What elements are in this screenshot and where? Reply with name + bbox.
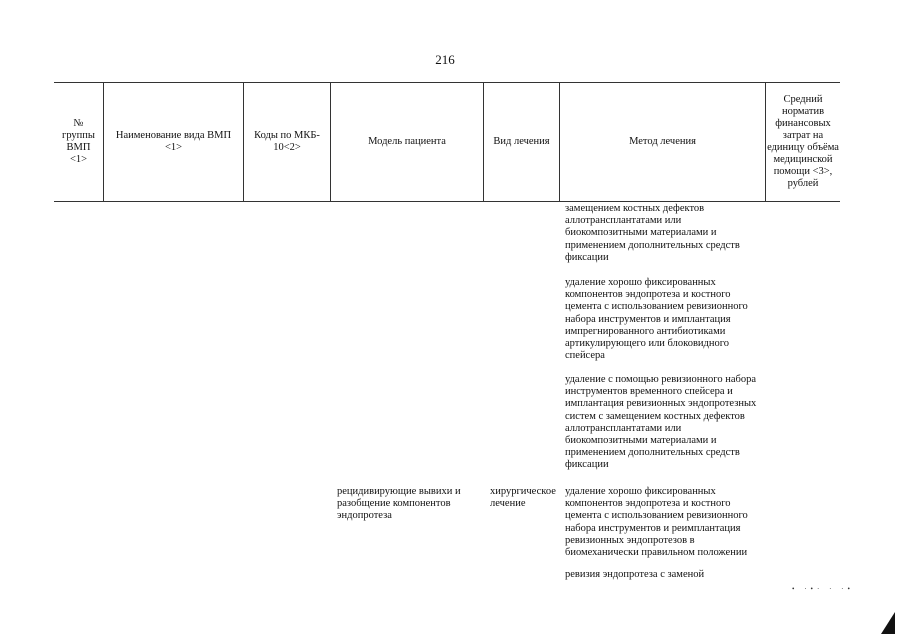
method-paragraph: удаление с помощью ревизионного набора инструментов временного спейсера и имплантация ревизионных эндопротезных систем с замещением костных дефектов аллотрансплантатами или биокомпозитными материалами и применением дополнительных средств фиксации xyxy=(565,374,757,471)
header-vmp-name: Наименование вида ВМП <1> xyxy=(115,130,232,153)
scan-marks: • ·•· · ·• xyxy=(792,585,854,593)
header-group-number: № группы ВМП <1> xyxy=(62,118,95,165)
treatment-type-text: хирургическое лечение xyxy=(490,486,556,510)
method-paragraph: удаление хорошо фиксированных компонентов эндопротеза и костного цемента с использованием ревизионного набора инструментов и реимплантация ревизионных эндопротезов в биомеханически правильном положении xyxy=(565,486,748,559)
header-treatment-type: Вид лечения xyxy=(493,136,550,147)
method-paragraph: удаление хорошо фиксированных компонентов эндопротеза и костного цемента с использованием ревизионного набора инструментов и имплантация импрегнированного антибиотиками артикулирующего или блоковидного спейсера xyxy=(565,277,748,362)
page-number: 216 xyxy=(435,52,455,67)
patient-model-text: рецидивирующие вывихи и разобщение компонентов эндопротеза xyxy=(337,486,461,522)
header-treatment-method: Метод лечения xyxy=(629,136,696,147)
method-paragraph: ревизия эндопротеза с заменой xyxy=(565,569,705,580)
table-header-bottom-border xyxy=(54,201,840,202)
method-paragraph: замещением костных дефектов аллотрансплантатами или биокомпозитными материалами и применением дополнительных средств фиксации xyxy=(565,203,740,263)
header-patient-model: Модель пациента xyxy=(368,136,446,147)
header-icd-codes: Коды по МКБ- 10<2> xyxy=(254,130,320,153)
header-average-cost: Средний норматив финансовых затрат на единицу объёма медицинской помощи <3>, рублей xyxy=(767,94,839,189)
table-top-border xyxy=(54,82,840,83)
page-corner-mark xyxy=(881,612,895,634)
